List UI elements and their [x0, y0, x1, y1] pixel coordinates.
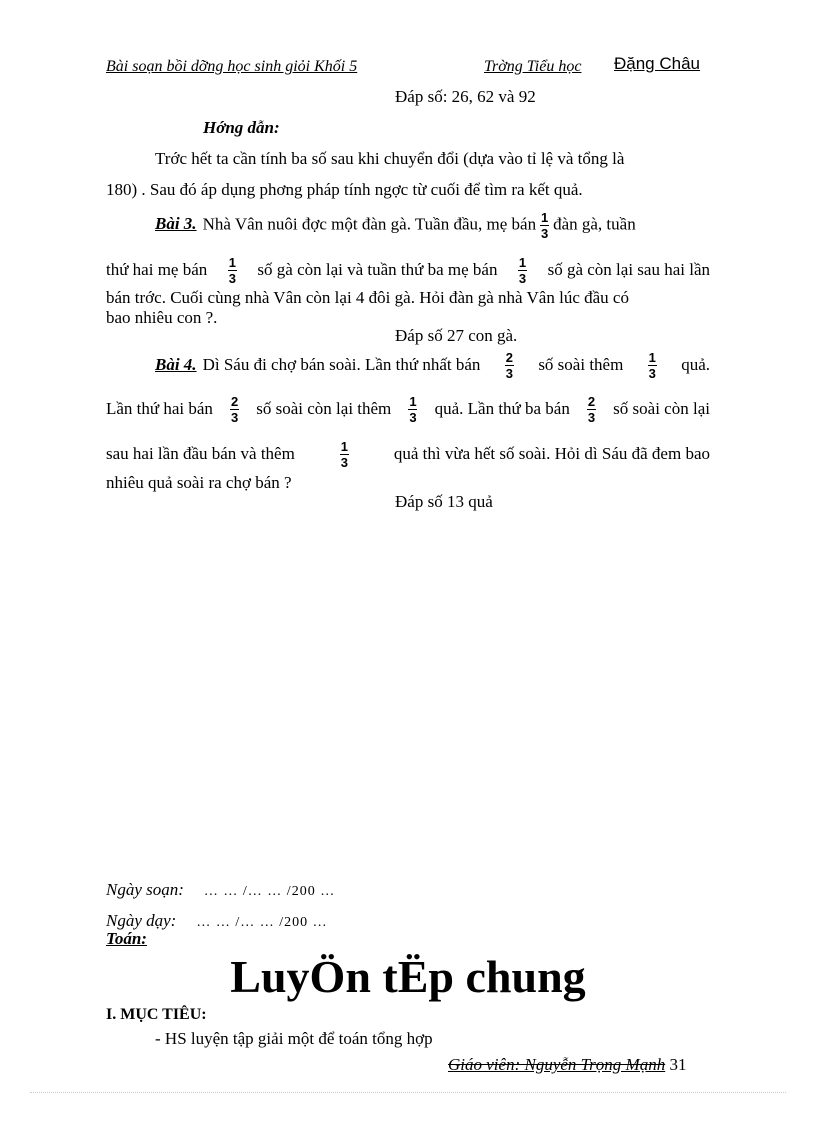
fraction-two-thirds: $\frac{2}{3}$ [230, 393, 239, 425]
date-taught [106, 911, 328, 931]
footer-teacher: Giáo viên: Nguyễn Trọng Mạnh [448, 1055, 666, 1074]
fraction-one-third: $\frac{1}{3}$ [518, 254, 527, 286]
fraction-two-thirds: $\frac{2}{3}$ [505, 349, 513, 381]
lesson-title: LuyÖn tËp chung [230, 951, 586, 1002]
bai3-line-3: bán trớc. Cuối cùng nhà Vân còn lại 4 đôi gà. Hỏi đàn gà nhà Vân lúc đầu có [106, 288, 629, 307]
date-taught-value: … … /… … /200 … [196, 915, 328, 930]
bai4-line-4: nhiêu quả soài ra chợ bán ? [106, 473, 292, 492]
date-prepared-label: Ngày soạn: [106, 880, 184, 899]
header-school-label: Trờng Tiểu học [484, 58, 582, 75]
fraction-one-third: $\frac{1}{3}$ [409, 393, 417, 425]
bai3-line-4: bao nhiêu con ?. [106, 308, 218, 327]
answer-previous: Đáp số: 26, 62 và 92 [395, 87, 536, 106]
guide-line-2: 180) . Sau đó áp dụng phơng pháp tính ngợc từ cuối để tìm ra kết quả. [106, 180, 583, 199]
bai3-line-2: thứ hai mẹ bán $\frac{1}{3}$ số gà còn lại và tuần thứ ba mẹ bán $\frac{1}{3}$ số gà còn lại sau hai lần [106, 254, 710, 286]
page-number: 31 [669, 1055, 687, 1074]
header-school-name: Đặng Châu [614, 54, 701, 73]
bai4-line-1: Bài 4. Dì Sáu đi chợ bán soài. Lần thứ nhất bán $\frac{2}{3}$ số soài thêm $\frac{1}{3}$ quả. [155, 349, 710, 381]
footer [448, 1055, 686, 1075]
bai3-answer: Đáp số 27 con gà. [395, 326, 518, 345]
date-prepared [106, 880, 335, 900]
guide-title: Hớng dẫn: [203, 118, 280, 137]
fraction-one-third: $\frac{1}{3}$ [648, 349, 656, 381]
date-taught-label: Ngày dạy: [106, 911, 177, 930]
fraction-two-thirds: $\frac{2}{3}$ [587, 393, 596, 425]
bai3-label: Bài 3. [155, 213, 197, 233]
fraction-one-third: $\frac{1}{3}$ [340, 438, 348, 470]
subject-label: Toán: [106, 929, 147, 948]
page-bottom-edge [30, 1092, 786, 1093]
fraction-one-third: $\frac{1}{3}$ [540, 209, 549, 241]
bai4-line-2: Lần thứ hai bán $\frac{2}{3}$ số soài còn lại thêm $\frac{1}{3}$ quả. Lần thứ ba bán $\frac{2}{3}$ số soài còn lại [106, 393, 710, 425]
bai4-label: Bài 4. [155, 355, 197, 374]
guide-line-1: Trớc hết ta cần tính ba số sau khi chuyển đổi (dựa vào tỉ lệ và tổng là [155, 149, 625, 168]
bai4-line-3: sau hai lần đầu bán và thêm $\frac{1}{3}$ quả thì vừa hết số soài. Hỏi dì Sáu đã đem bao [106, 438, 710, 470]
header-document-title: Bài soạn bồi dỡng học sinh giỏi Khối 5 [106, 58, 358, 75]
objective-item: - HS luyện tập giải một để toán tổng hợp [155, 1029, 433, 1048]
date-prepared-value: … … /… … /200 … [203, 884, 336, 899]
fraction-one-third: $\frac{1}{3}$ [228, 254, 236, 286]
bai4-answer: Đáp số 13 quả [395, 492, 493, 511]
bai3-line-1: Bài 3. Nhà Vân nuôi đợc một đàn gà. Tuần đầu, mẹ bán $\frac{1}{3}$ đàn gà, tuần [155, 209, 636, 241]
section-objectives-heading: I. MỤC TIÊU: [106, 1006, 207, 1023]
